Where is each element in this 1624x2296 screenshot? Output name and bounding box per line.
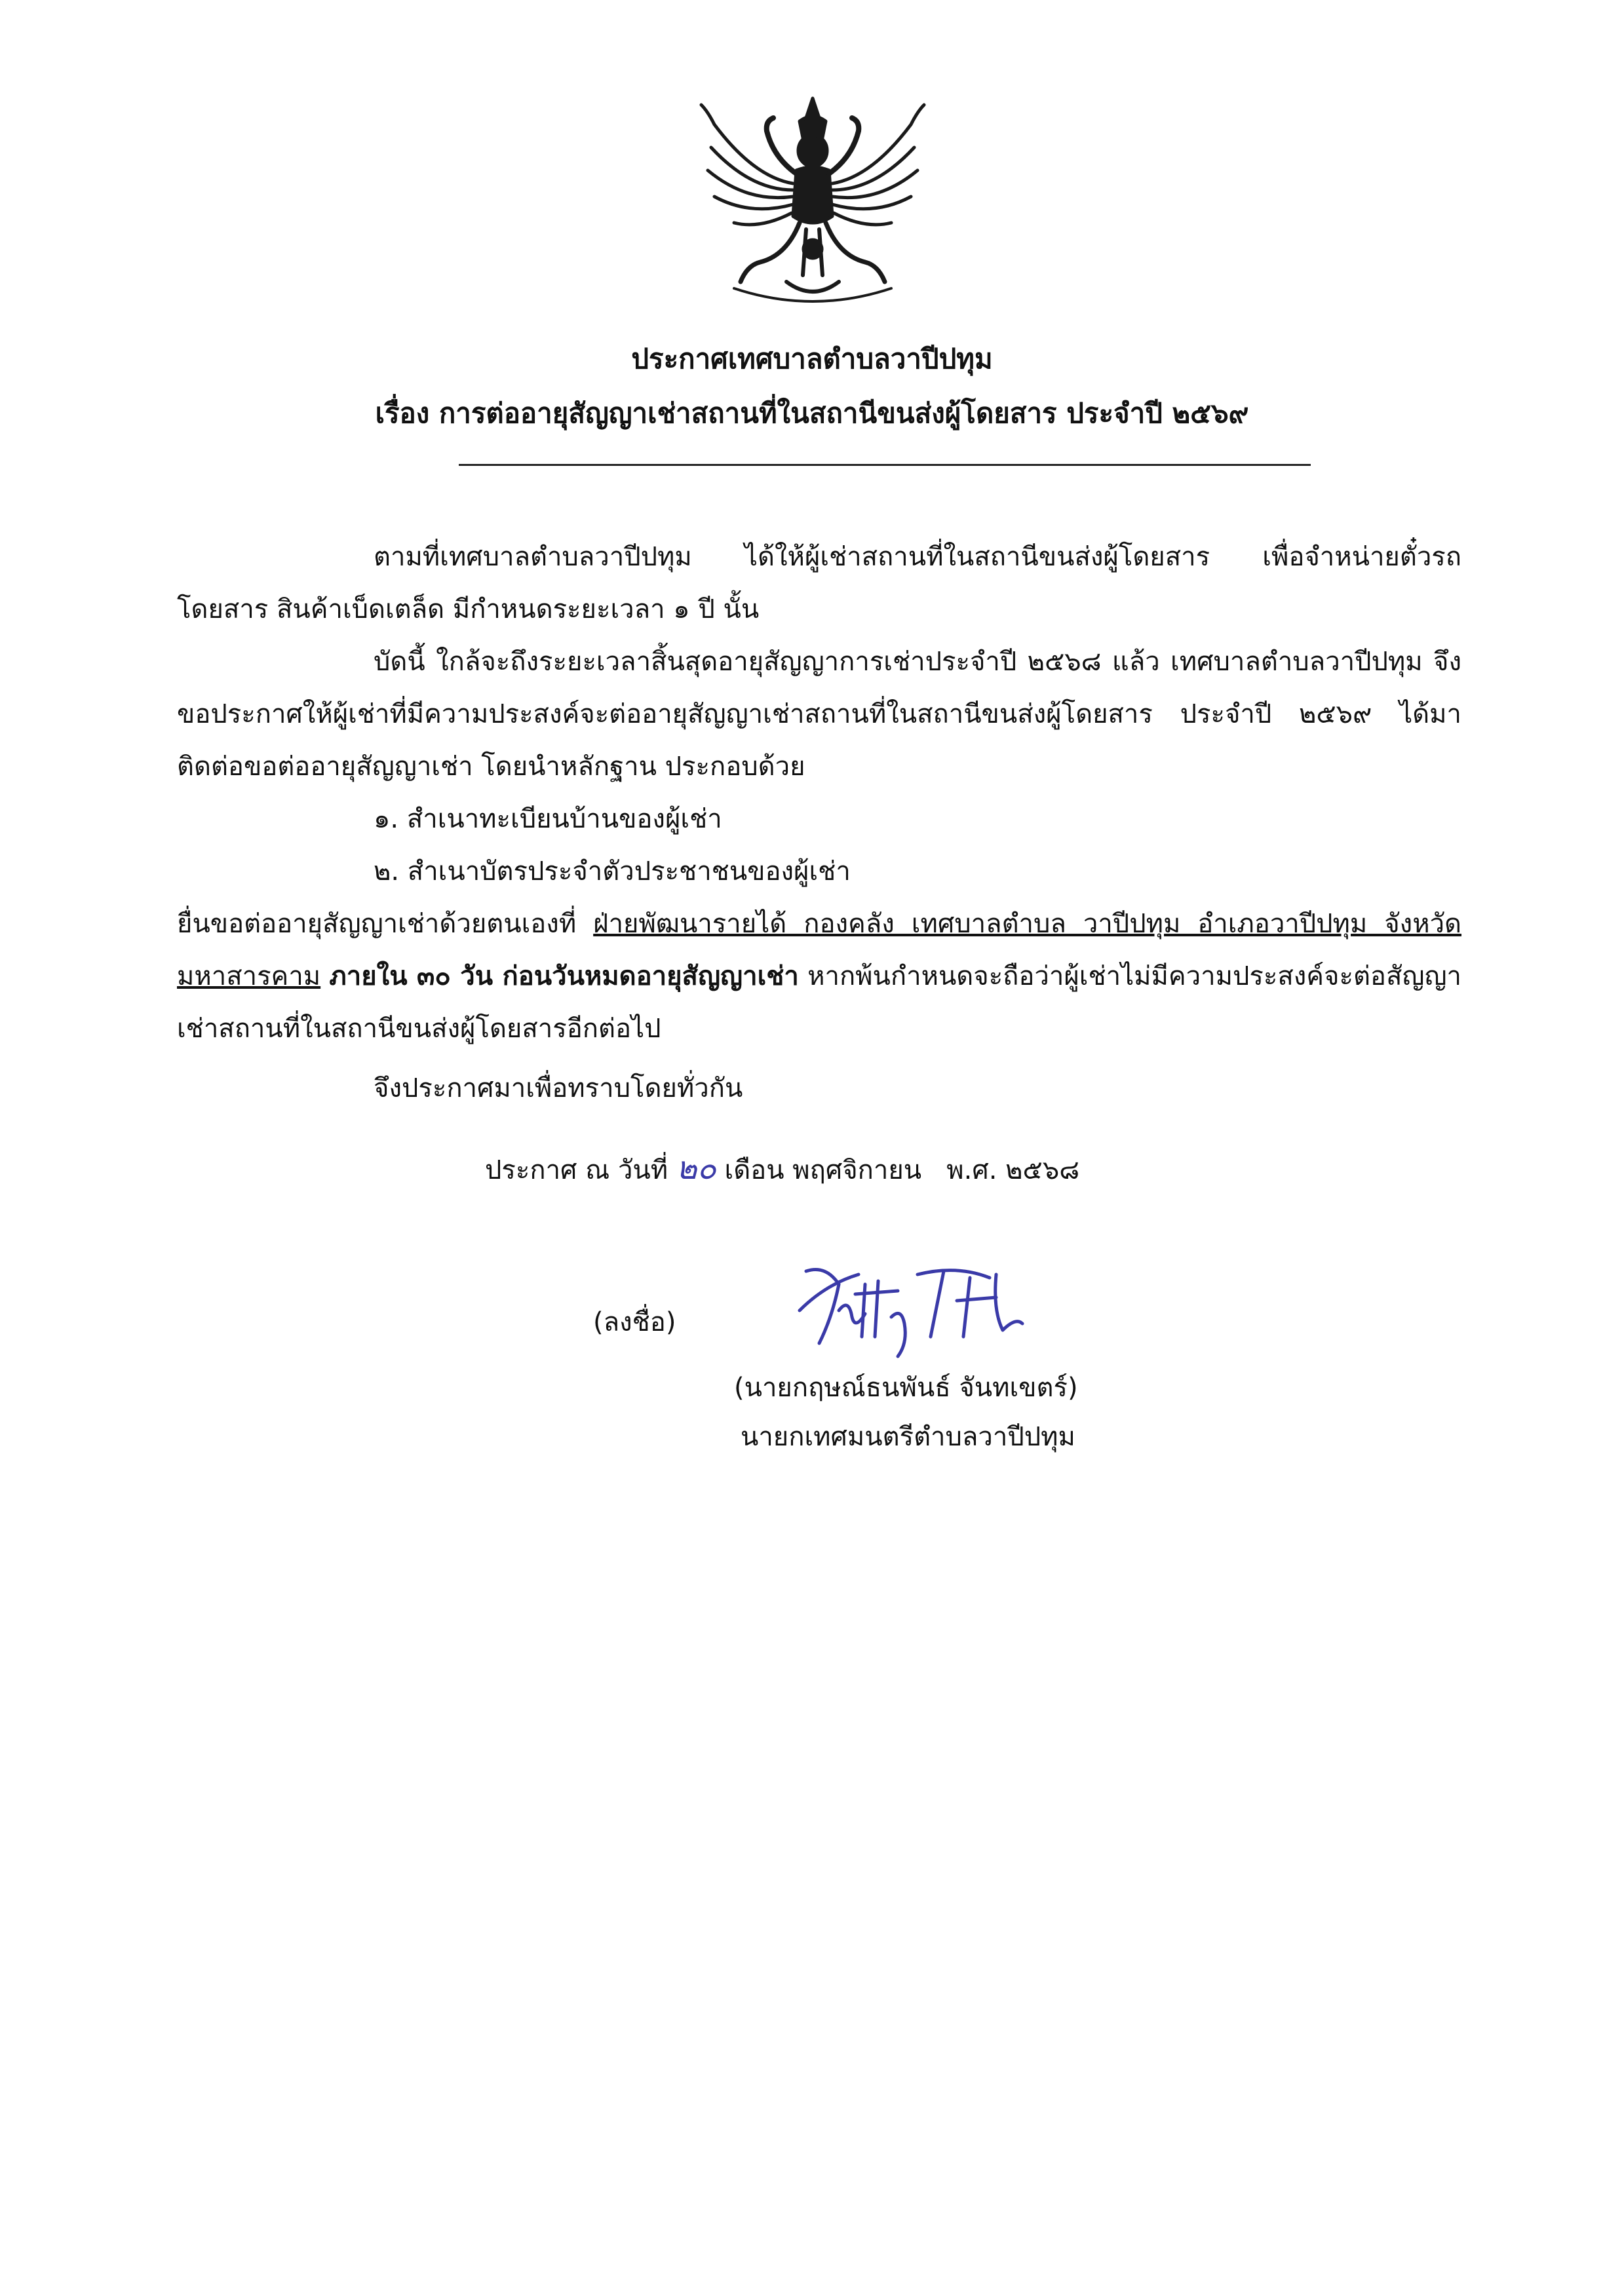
submission-gap (320, 961, 329, 991)
submission-deadline: ภายใน ๓๐ วัน ก่อนวันหมดอายุสัญญาเช่า (329, 961, 799, 991)
submission-place: ฝ่ายพัฒนารายได้ กองคลัง เทศบาลตำบล วาปีปทุม อำเภอวาปีปทุม จังหวัดมหาสารคาม (177, 909, 1461, 991)
required-document-1: ๑. สำเนาทะเบียนบ้านของผู้เช่า (374, 804, 722, 834)
announcement-body (177, 531, 1461, 1055)
paragraph-submission (177, 898, 1461, 1055)
date-year: พ.ศ. ๒๕๖๘ (946, 1155, 1080, 1185)
signer-position: นายกเทศมนตรีตำบลวาปีปทุม (741, 1422, 1075, 1452)
paragraph-background: ตามที่เทศบาลตำบลวาปีปทุม ได้ให้ผู้เช่าสถานที่ในสถานีขนส่งผู้โดยสาร เพื่อจำหน่ายตั๋วรถโดยสาร สินค้าเบ็ดเตล็ด มีกำหนดระยะเวลา ๑ ปี นั้น (177, 542, 1461, 624)
garuda-emblem (688, 85, 937, 321)
announcement-date (485, 1143, 1079, 1193)
submission-tail: หากพ้นกำหนดจะถือว่าผู้เช่าไม่มีความประสงค์จะต่อสัญญาเช่าสถานที่ในสถานีขนส่งผู้โดยสารอีกต่อไป (177, 961, 1461, 1044)
date-month: เดือน พฤศจิกายน (724, 1155, 922, 1185)
required-document-2: ๒. สำเนาบัตรประจำตัวประชาชนของผู้เช่า (374, 856, 851, 887)
announcement-title: ประกาศเทศบาลตำบลวาปีปทุม (631, 343, 993, 375)
closing-statement: จึงประกาศมาเพื่อทราบโดยทั่วกัน (374, 1073, 743, 1103)
header-divider (459, 464, 1311, 466)
submission-lead: ยื่นขอต่ออายุสัญญาเช่าด้วยตนเองที่ (177, 909, 594, 939)
announcement-subject: เรื่อง การต่ออายุสัญญาเช่าสถานที่ในสถานีขนส่งผู้โดยสาร ประจำปี ๒๕๖๙ (375, 397, 1249, 429)
handwritten-signature (786, 1245, 1062, 1369)
date-day-handwritten: ๒๐ (676, 1150, 716, 1187)
signer-name: (นายกฤษณ์ธนพันธ์ จันทเขตร์) (734, 1373, 1078, 1403)
paragraph-notice: บัดนี้ ใกล้จะถึงระยะเวลาสิ้นสุดอายุสัญญาการเช่าประจำปี ๒๕๖๘ แล้ว เทศบาลตำบลวาปีปทุม จึงขอประกาศให้ผู้เช่าที่มีความประสงค์จะต่ออายุสัญญาเช่าสถานที่ในสถานีขนส่งผู้โดยสาร ประจำปี ๒๕๖๙ ได้มาติดต่อขอต่ออายุสัญญาเช่า โดยนำหลักฐาน ประกอบด้วย (177, 647, 1461, 782)
date-prefix: ประกาศ ณ วันที่ (485, 1155, 668, 1185)
signature-label: (ลงชื่อ) (593, 1307, 676, 1337)
